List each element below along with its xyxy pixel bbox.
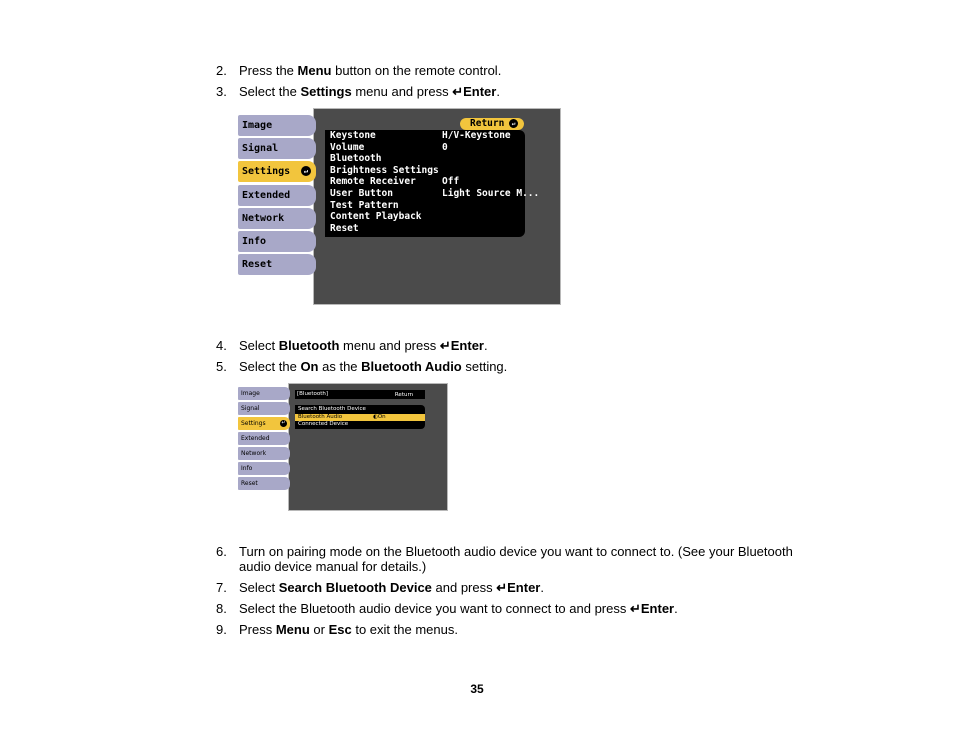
list-item-value: H/V-Keystone: [442, 130, 511, 141]
list-item: Keystone: [330, 130, 376, 141]
list-item-value: Off: [442, 176, 460, 188]
tab-image: Image: [238, 387, 290, 400]
enter-icon: ↵: [301, 166, 311, 176]
tab-settings: Settings ↵: [238, 161, 316, 182]
enter-arrow-icon: ↵: [496, 580, 508, 595]
step-number: 5.: [216, 359, 227, 374]
list-item: Bluetooth: [330, 153, 382, 165]
enter-arrow-icon: ↵: [452, 84, 464, 99]
tab-signal: Signal: [238, 402, 290, 415]
bluetooth-menu-screenshot: [238, 383, 448, 511]
step-number: 8.: [216, 601, 227, 616]
tab-settings: Settings ↵: [238, 417, 290, 430]
return-button: Return ↵: [460, 118, 524, 130]
step-text: Select Search Bluetooth Device and press ↵Enter.: [239, 580, 544, 595]
step-number: 7.: [216, 580, 227, 595]
tab-network: Network: [238, 208, 316, 229]
settings-list: [325, 130, 540, 237]
list-item: User Button: [330, 188, 393, 199]
page-number: 35: [470, 682, 484, 696]
tab-reset: Reset: [238, 477, 290, 490]
list-item: Brightness Settings: [330, 164, 439, 176]
tab-extended: Extended: [238, 185, 316, 206]
list-item-value: 0: [442, 141, 448, 153]
step-text: Select the Bluetooth audio device you want to connect to and press ↵Enter.: [239, 601, 678, 616]
list-item: Connected Device: [298, 421, 349, 427]
tab-signal: Signal: [238, 138, 316, 159]
step-text: Press Menu or Esc to exit the menus.: [239, 622, 458, 637]
menu-title: [Bluetooth]: [295, 390, 425, 399]
tab-info: Info: [238, 462, 290, 475]
list-item-selected: Bluetooth Audio ◐On: [295, 414, 425, 422]
step-text: Turn on pairing mode on the Bluetooth audio device you want to connect to. (See your Bluetooth audio device manual for details.): [239, 544, 793, 574]
step-number: 9.: [216, 622, 227, 637]
step-text: Select the On as the Bluetooth Audio setting.: [239, 359, 508, 374]
menu-panel: [288, 383, 448, 511]
step-text: Press the Menu button on the remote control.: [239, 63, 502, 78]
list-item: Test Pattern: [330, 199, 399, 211]
list-item: Content Playback: [330, 211, 422, 223]
step-text: Select Bluetooth menu and press ↵Enter.: [239, 338, 488, 353]
list-item: Remote Receiver: [330, 176, 416, 188]
enter-icon: ↵: [509, 119, 518, 128]
enter-arrow-icon: ↵: [629, 601, 641, 616]
bluetooth-list: [295, 405, 425, 429]
list-item-value: Light Source M...: [442, 188, 540, 199]
enter-icon: ↵: [281, 420, 286, 426]
step-text: Select the Settings menu and press ↵Enter.: [239, 84, 500, 99]
tab-info: Info: [238, 231, 316, 252]
step-number: 6.: [216, 544, 227, 559]
step-number: 2.: [216, 63, 227, 78]
tab-network: Network: [238, 447, 290, 460]
settings-menu-screenshot: [238, 108, 561, 305]
list-item: Search Bluetooth Device: [298, 406, 366, 412]
enter-icon: ◐: [373, 413, 378, 420]
tab-image: Image: [238, 115, 316, 136]
list-item: Reset: [330, 222, 359, 234]
return-button: Return: [384, 391, 424, 399]
enter-arrow-icon: ↵: [439, 338, 451, 353]
tab-reset: Reset: [238, 254, 316, 275]
list-item: Volume: [330, 141, 365, 153]
tab-extended: Extended: [238, 432, 290, 445]
step-number: 3.: [216, 84, 227, 99]
step-number: 4.: [216, 338, 227, 353]
